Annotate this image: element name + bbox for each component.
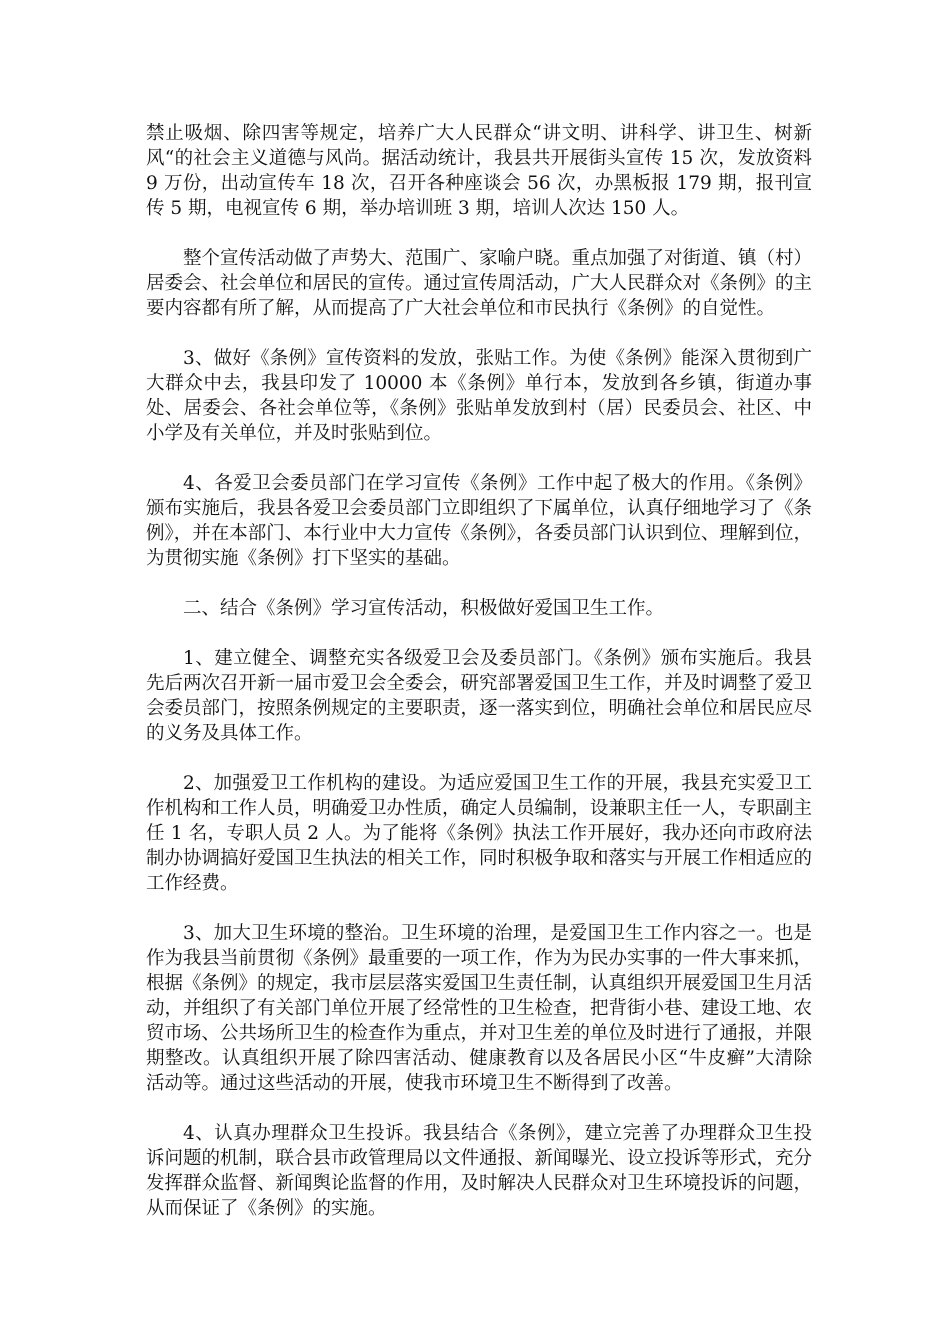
- paragraph-environment-rectification: 3、加大卫生环境的整治。卫生环境的治理，是爱国卫生工作内容之一。也是作为我县当前贯彻《条例》最重要的一项工作，作为为民办实事的一件大事来抓，根据《条例》的规定，我市层层落实爱国卫生责任制，认真组织开展爱国卫生月活动，并组织了有关部门单位开展了经常性的卫生检查，把背街小巷、建设工地、农贸市场、公共场所卫生的检查作为重点，并对卫生差的单位及时进行了通报，并限期整改。认真组织开展了除四害活动、健康教育以及各居民小区“牛皮癣”大清除活动等。通过这些活动的开展，使我市环境卫生不断得到了改善。: [146, 923, 813, 1094]
- section-heading-two: 二、结合《条例》学习宣传活动，积极做好爱国卫生工作。: [183, 598, 665, 619]
- paragraph-agency-building: 2、加强爱卫工作机构的建设。为适应爱国卫生工作的开展，我县充实爱卫工作机构和工作人员，明确爱卫办性质，确定人员编制，设兼职主任一人，专职副主任 1 名，专职人员 2 人。为了能将《条例》执法工作开展好，我办还向市政府法制办协调搞好爱国卫生执法的相关工作，同时积极争取和落实与开展工作相适应的工作经费。: [146, 773, 813, 894]
- paragraph-publicity-statistics: 禁止吸烟、除四害等规定，培养广大人民群众“讲文明、讲科学、讲卫生、树新风“的社会主义道德与风尚。据活动统计，我县共开展街头宣传 15 次，发放资料 9 万份，出动宣传车 18 次，召开各种座谈会 56 次，办黑板报 179 期，报刊宣传 5 期，电视宣传 6 期，举办培训班 3 期，培训人次达 150 人。: [146, 123, 812, 219]
- paragraph-material-distribution: 3、做好《条例》宣传资料的发放，张贴工作。为使《条例》能深入贯彻到广大群众中去，我县印发了 10000 本《条例》单行本，发放到各乡镇，街道办事处、居委会、各社会单位等，《条例》张贴单发放到村（居）民委员会、社区、中小学及有关单位，并及时张贴到位。: [146, 348, 812, 444]
- paragraph-committee-role: 4、各爱卫会委员部门在学习宣传《条例》工作中起了极大的作用。《条例》颁布实施后，我县各爱卫会委员部门立即组织了下属单位，认真仔细地学习了《条例》，并在本部门、本行业中大力宣传《条例》，各委员部门认识到位、理解到位，为贯彻实施《条例》打下坚实的基础。: [146, 473, 813, 569]
- paragraph-complaint-handling: 4、认真办理群众卫生投诉。我县结合《条例》，建立完善了办理群众卫生投诉问题的机制，联合县市政管理局以文件通报、新闻曝光、设立投诉等形式，充分发挥群众监督、新闻舆论监督的作用，及时解决人民群众对卫生环境投诉的问题，从而保证了《条例》的实施。: [146, 1123, 813, 1219]
- paragraph-committee-adjustment: 1、建立健全、调整充实各级爱卫会及委员部门。《条例》颁布实施后。我县先后两次召开新一届市爱卫会全委会，研究部署爱国卫生工作，并及时调整了爱卫会委员部门，按照条例规定的主要职责，逐一落实到位，明确社会单位和居民应尽的义务及具体工作。: [146, 648, 813, 744]
- paragraph-publicity-effect: 整个宣传活动做了声势大、范围广、家喻户晓。重点加强了对街道、镇（村）居委会、社会单位和居民的宣传。通过宣传周活动，广大人民群众对《条例》的主要内容都有所了解，从而提高了广大社会单位和市民执行《条例》的自觉性。: [146, 248, 813, 319]
- document-body: [146, 121, 812, 1246]
